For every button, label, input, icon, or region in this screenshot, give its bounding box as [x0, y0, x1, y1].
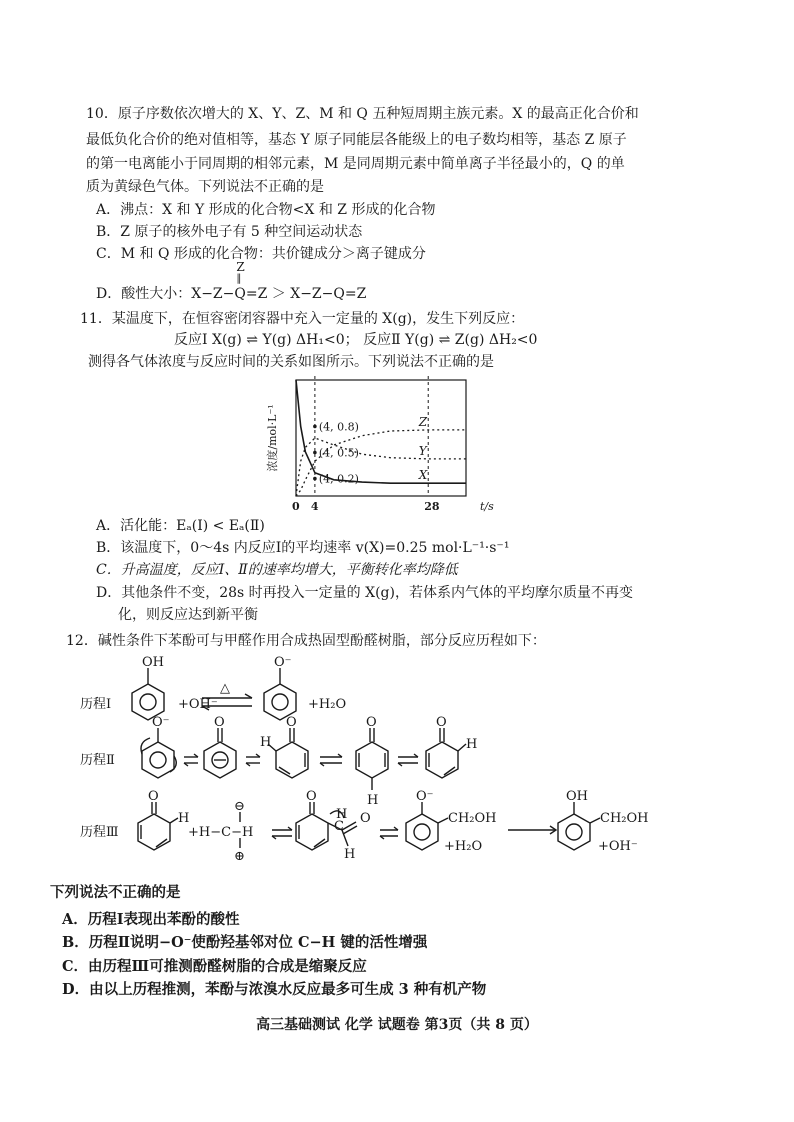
q10-option-d-top-z: Z [236, 260, 245, 274]
q12-option-b: B．历程Ⅱ说明−O⁻使酚羟基邻对位 C−H 键的活性增强 [62, 934, 428, 951]
annotation-label-1: (4, 0.5) [318, 446, 359, 460]
label-h-2: H [260, 735, 272, 750]
label-delta: △ [220, 681, 230, 696]
annotation-point-0 [313, 425, 317, 429]
label-oh: OH [142, 655, 164, 670]
q11-stem-line-2: 测得各气体浓度与反应时间的关系如图所示。下列说法不正确的是 [88, 354, 494, 370]
q10-option-c: C．M 和 Q 形成的化合物：共价键成分＞离子键成分 [96, 246, 426, 262]
ring-step3-2 [296, 814, 328, 850]
label-process-1: 历程Ⅰ [80, 697, 112, 712]
label-h-7: H [344, 847, 356, 862]
label-o-2: O [214, 715, 225, 730]
label-o-4: O [366, 715, 377, 730]
q10-option-d-q-letter: Q [234, 286, 246, 302]
q11-option-c: C．升高温度，反应Ⅰ、Ⅱ的速率均增大，平衡转化率均降低 [96, 562, 458, 578]
series-label-Y: Y [418, 443, 427, 458]
q11-option-d-line-1: D．其他条件不变，28s 时再投入一定量的 X(g)，若体系内气体的平均摩尔质量不再变 [96, 585, 633, 601]
ring-step3-3 [406, 814, 438, 850]
reaction-mechanism-diagram [80, 654, 680, 874]
q11-option-b: B．该温度下，0～4s 内反应Ⅰ的平均速率 v(X)=0.25 mol·L⁻¹·s⁻¹ [96, 540, 510, 556]
label-o-minus-3: O⁻ [416, 789, 434, 804]
q11-reaction2: Y(g) ⇌ Z(g) ΔH₂<0 [405, 332, 538, 348]
label-oh-minus: +OH⁻ [178, 697, 218, 712]
x-tick-label-4: 4 [310, 500, 319, 513]
q12-option-d: D．由以上历程推测，苯酚与浓溴水反应最多可生成 3 种有机产物 [62, 981, 487, 998]
label-c: C [334, 819, 344, 834]
q10-stem-line-2: 最低负化合价的绝对值相等，基态 Y 原子同能层各能级上的电子数均相等，基态 Z 原子 [86, 132, 627, 148]
annotation-label-0: (4, 0.8) [318, 420, 359, 434]
q11-option-d-line-2: 化，则反应达到新平衡 [118, 607, 258, 623]
x-axis-label: t/s [480, 500, 494, 513]
q10-option-d-rest: =Z ＞ X−Z−Q=Z [245, 286, 367, 302]
label-o-minus-2: O⁻ [152, 715, 170, 730]
label-o-3: O [286, 715, 297, 730]
label-oh-2: OH [566, 789, 588, 804]
q10-stem-line-4: 质为黄绿色气体。下列说法不正确的是 [86, 179, 324, 195]
q11-reaction2-label: 反应Ⅱ [363, 332, 401, 348]
ring-resonance-5 [426, 742, 458, 778]
benzene-ring-resonance-1 [142, 742, 174, 778]
q11-reaction1-label: 反应Ⅰ [174, 332, 208, 348]
label-o-8: O [360, 811, 371, 826]
q10-stem-line-3: 的第一电离能小于同周期的相邻元素，M 是同周期元素中简单离子半径最小的，Q 的单 [86, 156, 625, 172]
annotation-label-2: (4, 0.2) [318, 472, 359, 486]
x-tick-label-0: 0 [292, 500, 300, 513]
label-h-5: H [178, 811, 190, 826]
q10-option-d-double-bond: ‖ [236, 273, 242, 284]
label-plus-h2o: +H₂O [444, 839, 483, 854]
label-h-3: H [367, 793, 379, 808]
q12-stem: 12．碱性条件下苯酚可与甲醛作用合成热固型酚醛树脂，部分反应历程如下： [66, 633, 546, 649]
q11-reaction1: X(g) ⇌ Y(g) ΔH₁<0； [211, 332, 359, 348]
concentration-time-chart [262, 370, 512, 516]
q12-option-a: A．历程Ⅰ表现出苯酚的酸性 [62, 911, 240, 928]
q12-question: 下列说法不正确的是 [50, 884, 181, 901]
q10-option-a: A．沸点：X 和 Y 形成的化合物<X 和 Z 形成的化合物 [96, 202, 436, 218]
q12-option-c: C．由历程Ⅲ可推测酚醛树脂的合成是缩聚反应 [62, 958, 367, 975]
label-o-5: O [436, 715, 447, 730]
ring-resonance-3 [276, 742, 308, 778]
label-o-6: O [148, 789, 159, 804]
q10-option-b: B．Z 原子的核外电子有 5 种空间运动状态 [96, 224, 363, 240]
ring-step3-1 [138, 814, 170, 850]
label-oh-minus-2: +OH⁻ [598, 839, 638, 854]
label-ch2oh-2: CH₂OH [600, 811, 649, 826]
series-label-Z: Z [418, 414, 428, 429]
aromatic-circle [140, 694, 156, 710]
annotation-point-2 [313, 477, 317, 481]
annotation-point-1 [313, 451, 317, 455]
q10-option-d-q [234, 260, 246, 304]
page-footer: 高三基础测试 化学 试题卷 第3页（共 8 页） [256, 1017, 538, 1033]
label-h-6: H [336, 807, 348, 822]
ring-resonance-4 [356, 742, 388, 778]
label-o-minus: O⁻ [274, 655, 292, 670]
label-ch2o: +H−C−H [188, 825, 254, 840]
q11-option-a: A．活化能：Eₐ(Ⅰ) < Eₐ(Ⅱ) [96, 518, 265, 534]
q10-option-d [96, 260, 367, 304]
series-label-X: X [418, 468, 428, 483]
series-line-Z [296, 430, 466, 496]
y-axis-label: 浓度/mol·L⁻¹ [266, 404, 279, 472]
q10-stem-line-1: 10．原子序数依次增大的 X、Y、Z、M 和 Q 五种短周期主族元素。X 的最高正化合价和 [86, 106, 639, 122]
ring-product [558, 814, 590, 850]
label-h2o: +H₂O [308, 697, 347, 712]
label-o-7: O [306, 789, 317, 804]
label-ch2oh-1: CH₂OH [448, 811, 497, 826]
q11-stem-line-1: 11．某温度下，在恒容密闭容器中充入一定量的 X(g)，发生下列反应： [80, 311, 525, 327]
label-process-2: 历程Ⅱ [80, 753, 115, 768]
q10-option-d-prefix: D．酸性大小：X−Z− [96, 286, 235, 302]
label-charge-plus: ⊕ [234, 849, 245, 864]
x-tick-label-28: 28 [424, 500, 440, 513]
label-h-4: H [466, 737, 478, 752]
q11-reactions [174, 330, 537, 350]
label-process-3: 历程Ⅲ [80, 825, 119, 840]
label-charge-minus: ⊖ [234, 799, 245, 814]
